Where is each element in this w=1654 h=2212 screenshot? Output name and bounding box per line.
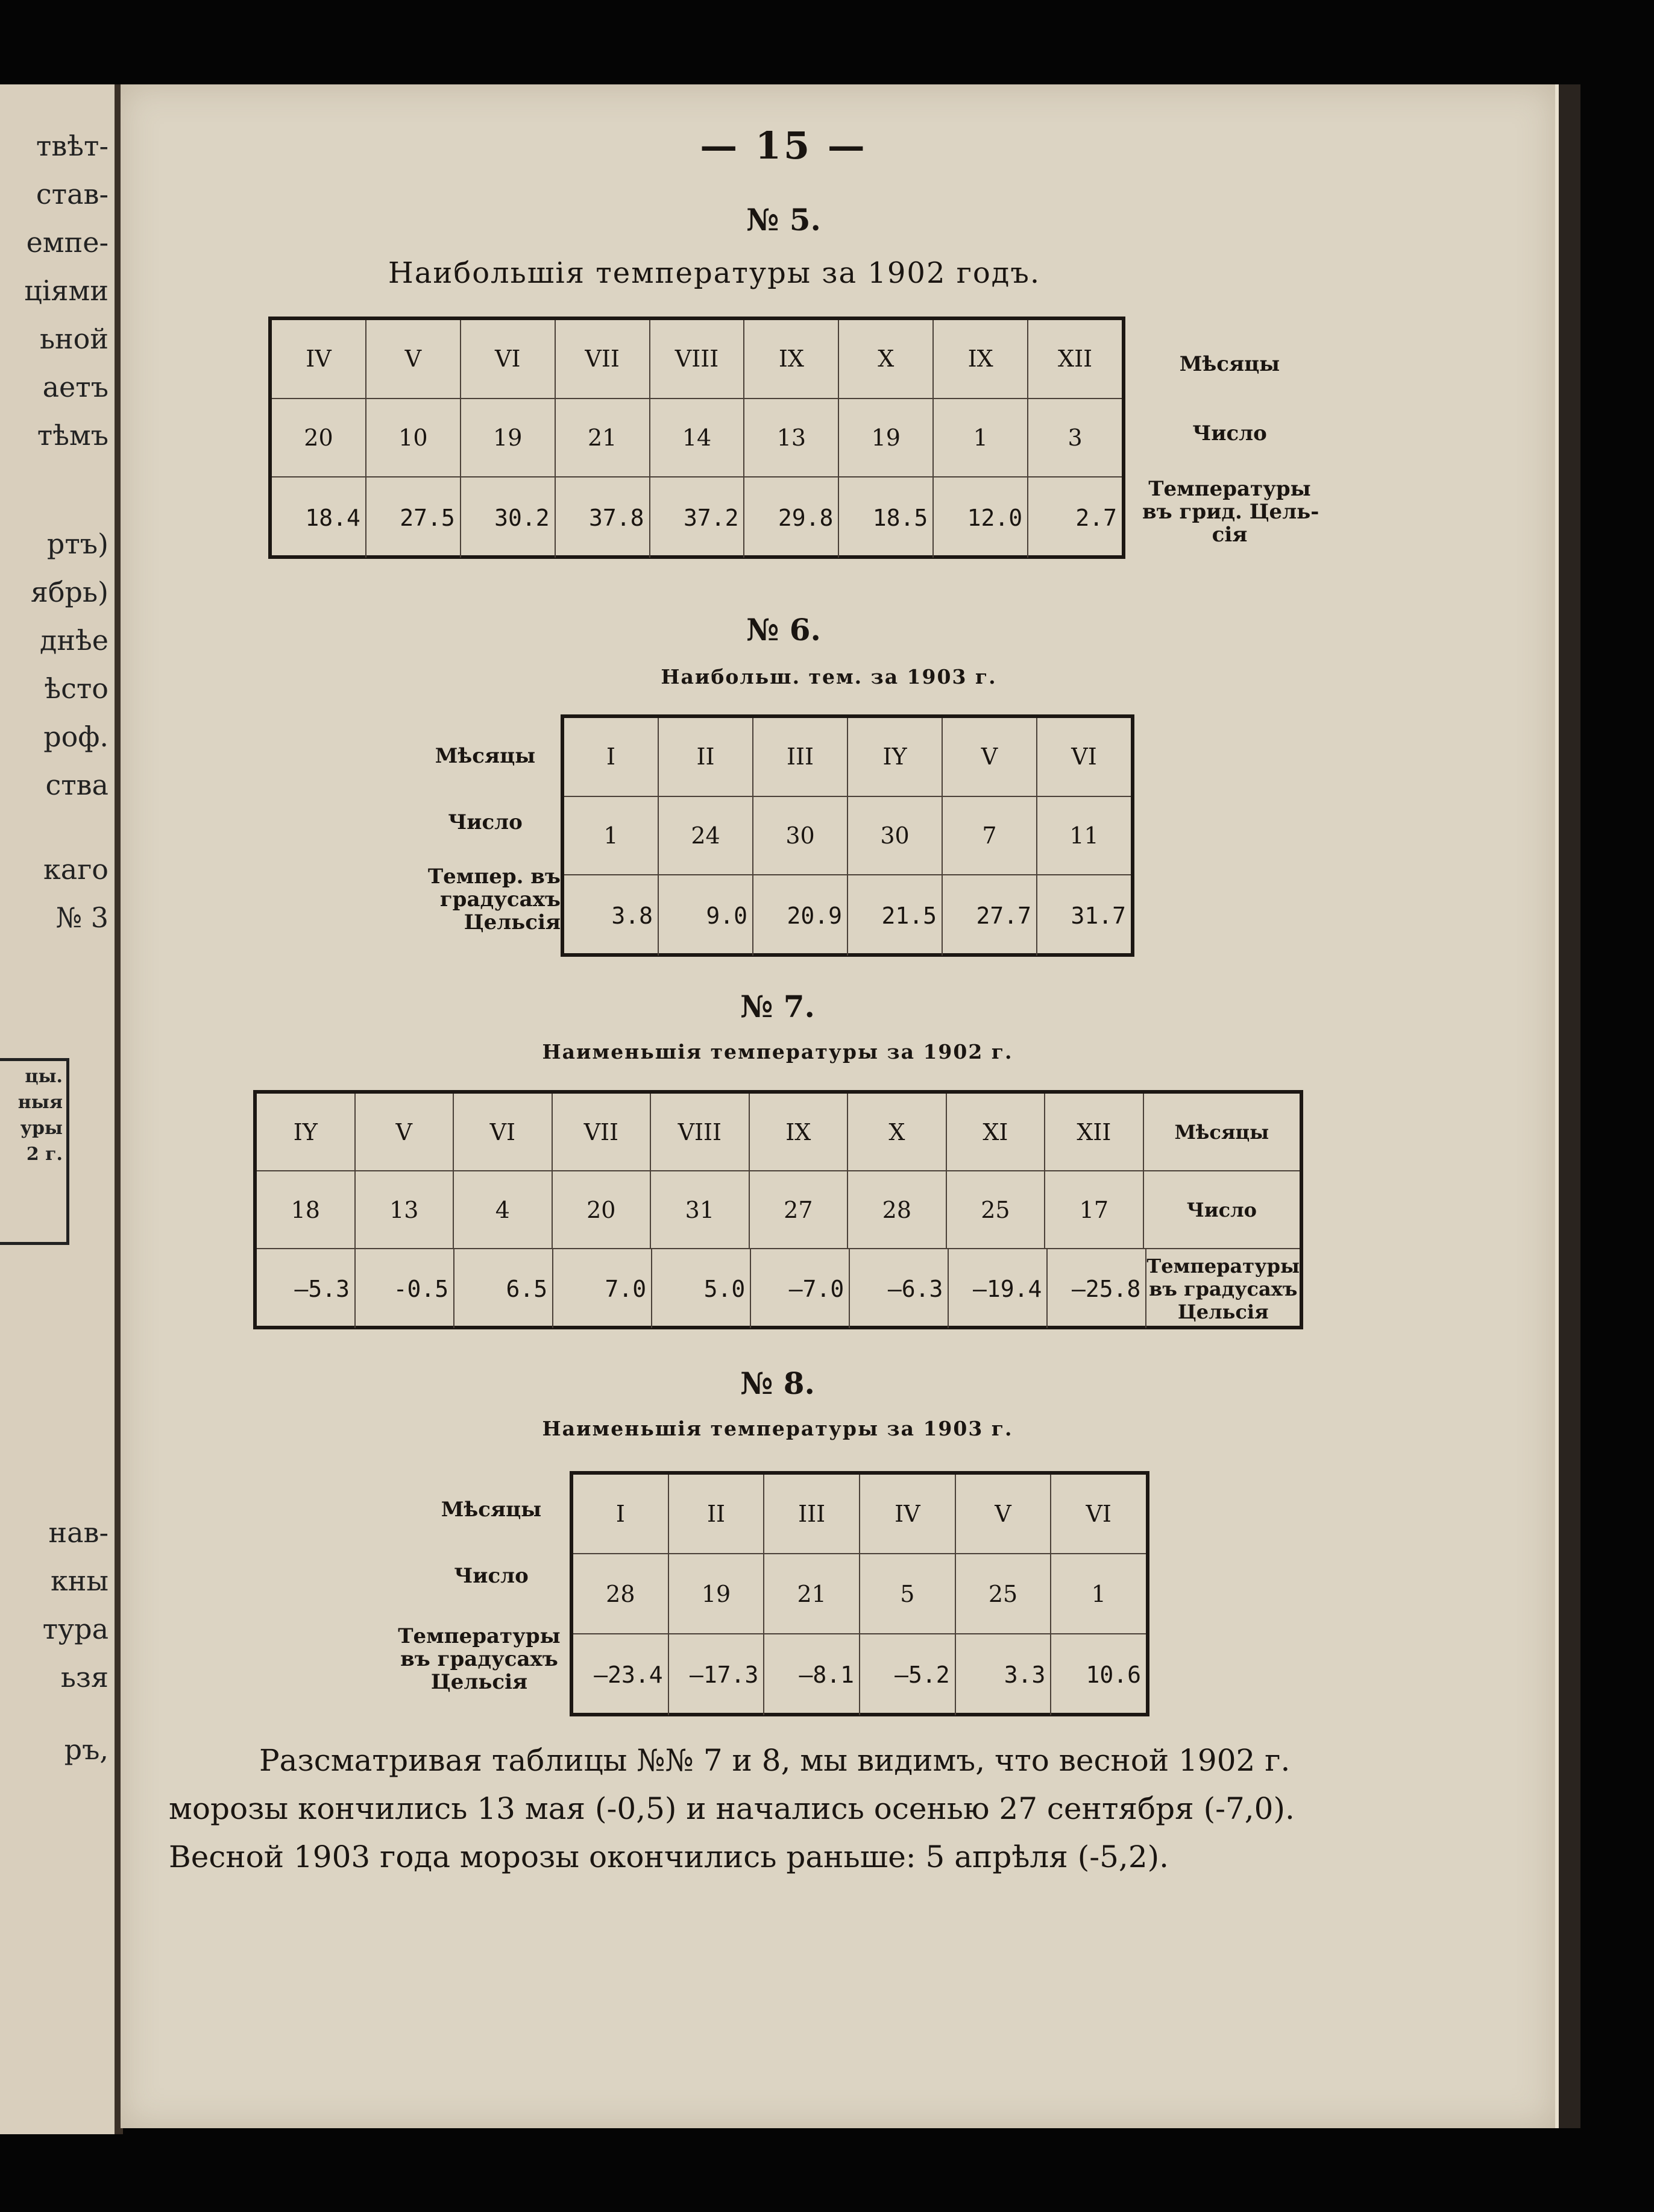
table-cell-month: II xyxy=(669,1475,765,1553)
table-cell-day: 19 xyxy=(839,399,934,477)
table-cell-temp: —19.4 xyxy=(949,1249,1048,1328)
left-page-text-fragment: кны xyxy=(50,1564,108,1597)
table-cell-day: 25 xyxy=(947,1171,1046,1248)
table-cell-temp: —6.3 xyxy=(850,1249,949,1328)
left-page-text-fragment: ства xyxy=(45,769,108,801)
table-cell-month: V xyxy=(366,320,461,398)
left-page-text-fragment: ьной xyxy=(39,323,108,355)
table-cell-month: VI xyxy=(1071,743,1097,770)
table5-caption: Наибольшія температуры за 1902 годъ. xyxy=(388,256,1041,290)
table-cell-month: XI xyxy=(947,1094,1046,1170)
table-cell-month: III xyxy=(753,718,848,796)
table-cell-temp: 31.7 xyxy=(1071,902,1126,929)
table-cell-temp: 3.8 xyxy=(564,875,659,956)
table-cell-day: 20 xyxy=(272,399,366,477)
table-cell-temp: —23.4 xyxy=(573,1634,669,1715)
table7-caption: Наименьшія температуры за 1902 г. xyxy=(542,1040,1013,1063)
table8-label-temp: Температуры въ градусахъ Цельсія xyxy=(398,1624,561,1694)
left-table-text: уры xyxy=(20,1118,63,1139)
table-cell-month: X xyxy=(839,320,934,398)
table-cell-day: 1 xyxy=(934,399,1028,477)
table-cell-month: IV xyxy=(860,1475,956,1553)
table-row xyxy=(573,1475,1146,1554)
table6-number: № 6. xyxy=(746,612,821,648)
table6-caption: Наибольш. тем. за 1903 г. xyxy=(661,665,997,688)
left-page-text-fragment: став- xyxy=(36,178,108,210)
left-page-text-fragment: ябрь) xyxy=(30,576,108,608)
table-cell-temp: —8.1 xyxy=(764,1634,860,1715)
table-cell-month: VI xyxy=(1086,1501,1112,1528)
table-cell-day: 13 xyxy=(356,1171,454,1248)
table6-label-months: Мѣсяцы xyxy=(435,744,536,768)
table-cell-temp: —25.8 xyxy=(1048,1249,1146,1328)
table-cell-month: V xyxy=(956,1475,1052,1553)
table-row xyxy=(257,1094,1300,1171)
table-cell-temp: 9.0 xyxy=(659,875,753,956)
table-cell-day: 25 xyxy=(956,1554,1052,1633)
table-cell-day: 27 xyxy=(750,1171,849,1248)
table-cell-temp: 21.5 xyxy=(848,875,943,956)
left-page-text-fragment: каго xyxy=(43,853,108,886)
table-cell-month: IV xyxy=(272,320,366,398)
table-cell-month: II xyxy=(659,718,753,796)
table-cell-month: IX xyxy=(934,320,1028,398)
table-cell-day: 20 xyxy=(553,1171,652,1248)
table-row xyxy=(272,399,1122,478)
table-row xyxy=(272,320,1122,399)
table-cell-day: 1 xyxy=(564,797,659,875)
left-page-text-fragment: емпе- xyxy=(26,226,108,259)
table8-label-day: Число xyxy=(454,1564,529,1588)
table8-grid xyxy=(570,1471,1149,1716)
page-edge xyxy=(1555,84,1580,2128)
table-cell-temp: —7.0 xyxy=(751,1249,850,1328)
table-cell-temp: —17.3 xyxy=(669,1634,765,1715)
left-table-text: ныя xyxy=(17,1092,63,1113)
table-cell-temp: 18.5 xyxy=(839,477,934,558)
table-cell-temp: 20.9 xyxy=(753,875,848,956)
left-page-text-fragment: ѣсто xyxy=(44,672,108,705)
table-cell-month: III xyxy=(764,1475,860,1553)
table-cell-day: 14 xyxy=(650,399,745,477)
left-page-text-fragment: ртъ) xyxy=(46,528,108,560)
body-line: морозы кончились 13 мая (-0,5) и начались осенью 27 сентября (-7,0). xyxy=(169,1791,1295,1826)
table-row-label: Температуры въ градусахъ Цельсія xyxy=(1146,1254,1300,1323)
table-row-label: Число xyxy=(1186,1198,1257,1221)
table-cell-day: 3 xyxy=(1068,424,1083,452)
table-cell-month: XII xyxy=(1058,345,1093,373)
table-cell-day: 30 xyxy=(848,797,943,875)
table6-label-day: Число xyxy=(448,810,523,834)
left-page-table-fragment xyxy=(0,1058,69,1245)
table-row xyxy=(564,797,1131,876)
table-cell-month: I xyxy=(573,1475,669,1553)
left-page-text-fragment: нав- xyxy=(48,1516,108,1549)
table-cell-temp: 27.7 xyxy=(943,875,1037,956)
table-row-label: Мѣсяцы xyxy=(1174,1120,1269,1144)
left-page-text-fragment: ьзя xyxy=(60,1661,108,1694)
table-cell-day: 31 xyxy=(651,1171,750,1248)
table8-number: № 8. xyxy=(740,1366,815,1401)
left-table-text: цы. xyxy=(25,1066,63,1087)
table5-grid xyxy=(268,317,1125,559)
table-row xyxy=(573,1634,1146,1715)
table-cell-temp: 30.2 xyxy=(461,477,556,558)
table-cell-temp: 2.7 xyxy=(1075,504,1118,531)
table-cell-day: 21 xyxy=(764,1554,860,1633)
table-cell-day: 7 xyxy=(943,797,1037,875)
table-cell-day: 19 xyxy=(461,399,556,477)
table-cell-day: 18 xyxy=(257,1171,356,1248)
table-cell-month: IY xyxy=(257,1094,356,1170)
table-cell-temp: 12.0 xyxy=(934,477,1028,558)
table-cell-temp: 5.0 xyxy=(652,1249,751,1328)
left-table-text: 2 г. xyxy=(26,1144,63,1165)
table-cell-day: 1 xyxy=(1091,1580,1106,1607)
table-cell-month: XII xyxy=(1045,1094,1144,1170)
table-cell-month: VIII xyxy=(650,320,745,398)
table-row xyxy=(257,1249,1300,1328)
table-cell-day: 10 xyxy=(366,399,461,477)
table7-grid xyxy=(253,1090,1303,1329)
table-cell-temp: 3.3 xyxy=(956,1634,1052,1715)
table-cell-month: VI xyxy=(461,320,556,398)
table-cell-month: V xyxy=(943,718,1037,796)
table-cell-day: 28 xyxy=(848,1171,947,1248)
table-cell-month: X xyxy=(848,1094,947,1170)
body-line: Весной 1903 года морозы окончились раньше: 5 апрѣля (-5,2). xyxy=(169,1839,1169,1874)
table-cell-day: 19 xyxy=(669,1554,765,1633)
table-cell-day: 13 xyxy=(744,399,839,477)
table6-grid xyxy=(561,714,1134,957)
table-cell-temp: 27.5 xyxy=(366,477,461,558)
table6-label-temp: Темпер. въ градусахъ Цельсія xyxy=(427,865,561,934)
table-row xyxy=(564,718,1131,797)
table-row xyxy=(564,875,1131,956)
left-page-text-fragment: ціями xyxy=(24,274,108,307)
table-cell-temp: 18.4 xyxy=(272,477,366,558)
table-cell-month: VI xyxy=(454,1094,553,1170)
left-page-text-fragment: аетъ xyxy=(42,371,108,403)
table5-number: № 5. xyxy=(746,202,821,238)
left-page-text-fragment: твѣт- xyxy=(36,130,108,162)
left-page-text-fragment: тѣмъ xyxy=(37,419,108,452)
table5-label-months: Мѣсяцы xyxy=(1179,352,1280,376)
table-cell-day: 24 xyxy=(659,797,753,875)
table-cell-temp: 7.0 xyxy=(553,1249,652,1328)
left-page-text-fragment: ръ, xyxy=(64,1733,108,1766)
table-cell-temp: 37.2 xyxy=(650,477,745,558)
left-page-fragment xyxy=(0,84,123,2134)
table-cell-temp: 10.6 xyxy=(1086,1661,1142,1688)
table-cell-day: 11 xyxy=(1069,822,1099,849)
table-cell-temp: 6.5 xyxy=(454,1249,553,1328)
table-cell-day: 28 xyxy=(573,1554,669,1633)
body-line: Разсматривая таблицы №№ 7 и 8, мы видимъ, что весной 1902 г. xyxy=(259,1743,1291,1778)
table-cell-month: IX xyxy=(750,1094,849,1170)
table-cell-day: 21 xyxy=(556,399,650,477)
table-cell-temp: —5.3 xyxy=(257,1249,356,1328)
table-cell-temp: 29.8 xyxy=(744,477,839,558)
left-page-text-fragment: днѣе xyxy=(40,624,108,657)
table-row xyxy=(257,1171,1300,1249)
table-row xyxy=(272,477,1122,558)
table-cell-month: IY xyxy=(848,718,943,796)
table-cell-temp: -0.5 xyxy=(356,1249,454,1328)
table-cell-day: 30 xyxy=(753,797,848,875)
left-page-text-fragment: тура xyxy=(42,1613,108,1645)
left-page-text-fragment: № 3 xyxy=(55,901,108,934)
table-cell-month: V xyxy=(356,1094,454,1170)
left-page-text-fragment: роф. xyxy=(43,720,108,753)
body-paragraph xyxy=(169,1736,1380,1881)
table-cell-month: VII xyxy=(556,320,650,398)
table-cell-day: 4 xyxy=(454,1171,553,1248)
table-cell-month: IX xyxy=(744,320,839,398)
page-number: — 15 — xyxy=(700,124,867,168)
table-cell-day: 5 xyxy=(860,1554,956,1633)
table8-label-months: Мѣсяцы xyxy=(441,1498,542,1522)
table7-number: № 7. xyxy=(740,989,815,1024)
table8-caption: Наименьшія температуры за 1903 г. xyxy=(542,1417,1013,1440)
table-cell-temp: —5.2 xyxy=(860,1634,956,1715)
table5-label-temp: Температуры въ грид. Цель- сія xyxy=(1142,477,1319,547)
table-row xyxy=(573,1554,1146,1634)
table-cell-month: VIII xyxy=(651,1094,750,1170)
table-cell-month: I xyxy=(564,718,659,796)
table-cell-month: VII xyxy=(553,1094,652,1170)
table-cell-day: 17 xyxy=(1045,1171,1144,1248)
table-cell-temp: 37.8 xyxy=(556,477,650,558)
table5-label-day: Число xyxy=(1192,421,1267,446)
